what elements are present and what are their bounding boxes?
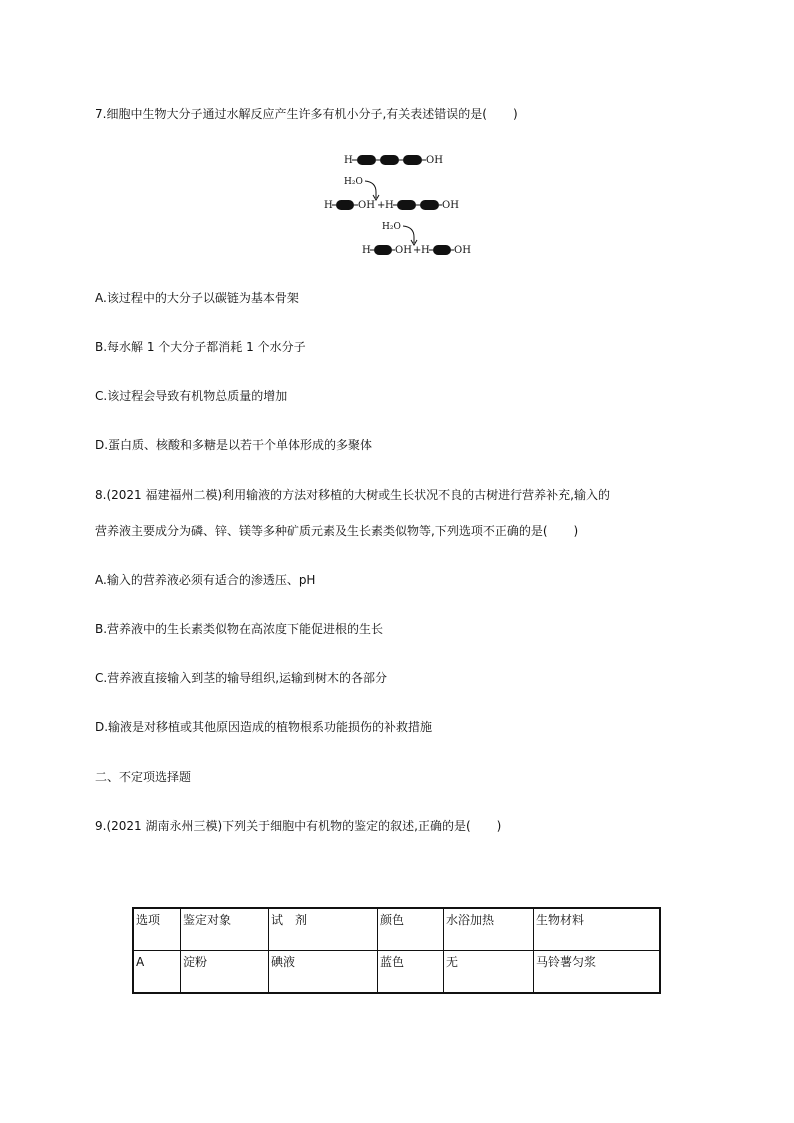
- row2-h-b: H: [385, 200, 394, 211]
- table-header-cell: 试 剂: [269, 908, 378, 950]
- table-row: [133, 950, 660, 993]
- row2-oh-b: OH: [442, 200, 459, 211]
- q7-option-d: D.蛋白质、核酸和多糖是以若干个单体形成的多聚体: [95, 438, 373, 452]
- row3-plus: +: [413, 245, 422, 256]
- row3-h-b: H: [421, 245, 430, 256]
- table-header-cell: 颜色: [378, 908, 444, 950]
- row3-oh-a: OH: [395, 245, 412, 256]
- monomer-bead: [403, 155, 422, 165]
- monomer-bead: [380, 155, 399, 165]
- q9-stem: 9.(2021 湖南永州三模)下列关于细胞中有机物的鉴定的叙述,正确的是( ): [95, 819, 502, 833]
- monomer-bead: [357, 155, 376, 165]
- q7-stem: 7.细胞中生物大分子通过水解反应产生许多有机小分子,有关表述错误的是( ): [95, 107, 518, 121]
- q8-option-d: D.输液是对移植或其他原因造成的植物根系功能损伤的补救措施: [95, 720, 433, 734]
- q7-option-b: B.每水解 1 个大分子都消耗 1 个水分子: [95, 340, 306, 354]
- q7-option-a: A.该过程中的大分子以碳链为基本骨架: [95, 291, 299, 305]
- table-header-cell: 选项: [133, 908, 181, 950]
- q7-option-c: C.该过程会导致有机物总质量的增加: [95, 389, 288, 403]
- monomer-bead: [433, 245, 451, 255]
- q8-stem-line2: 营养液主要成分为磷、锌、镁等多种矿质元素及生长素类似物等,下列选项不正确的是( ): [95, 524, 579, 538]
- table-cell: A: [133, 950, 181, 993]
- arrow-down-icon: [403, 226, 414, 243]
- table-cell: 碘液: [269, 950, 378, 993]
- monomer-bead: [397, 200, 416, 210]
- q8-stem-line1: 8.(2021 福建福州二模)利用输液的方法对移植的大树或生长状况不良的古树进行营养补充,输入的: [95, 488, 610, 502]
- row2-oh-a: OH: [358, 200, 375, 211]
- monomer-bead: [374, 245, 392, 255]
- water-label-1: H₂O: [344, 177, 363, 187]
- monomer-bead: [420, 200, 439, 210]
- q8-option-c: C.营养液直接输入到茎的输导组织,运输到树木的各部分: [95, 671, 388, 685]
- row2-plus: +: [377, 200, 386, 211]
- identification-table: [132, 907, 661, 994]
- table-header-cell: 水浴加热: [444, 908, 534, 950]
- row1-oh: OH: [426, 155, 443, 166]
- arrow-down-icon: [365, 181, 376, 198]
- table-cell: 无: [444, 950, 534, 993]
- table-header-cell: 生物材料: [534, 908, 661, 950]
- row3-h-a: H: [362, 245, 371, 256]
- monomer-bead: [336, 200, 354, 210]
- row1-h: H: [344, 155, 353, 166]
- hydrolysis-diagram: [320, 148, 480, 262]
- row2-h-a: H: [324, 200, 333, 211]
- section-title: 二、不定项选择题: [95, 770, 192, 784]
- table-header-row: [133, 908, 660, 950]
- table-header-cell: 鉴定对象: [181, 908, 269, 950]
- q8-option-a: A.输入的营养液必须有适合的渗透压、pH: [95, 573, 316, 587]
- q8-option-b: B.营养液中的生长素类似物在高浓度下能促进根的生长: [95, 622, 384, 636]
- row3-oh-b: OH: [454, 245, 471, 256]
- table-cell: 淀粉: [181, 950, 269, 993]
- table-cell: 马铃薯匀浆: [534, 950, 661, 993]
- water-label-2: H₂O: [382, 222, 401, 232]
- table-cell: 蓝色: [378, 950, 444, 993]
